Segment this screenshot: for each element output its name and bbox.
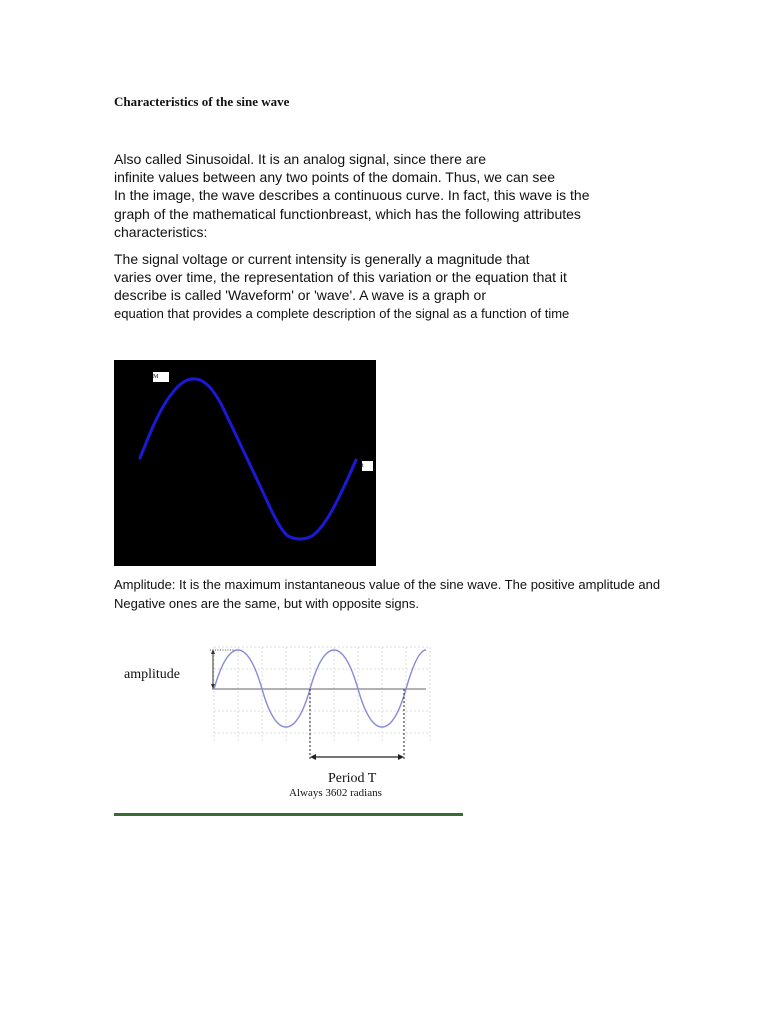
paragraph-line: equation that provides a complete description of the signal as a function of time [114, 305, 570, 321]
wave-tag-top: M [153, 372, 169, 382]
sine-wave-figure [114, 360, 376, 566]
sine-wave-curve [140, 379, 356, 539]
period-label: Period T [328, 771, 377, 786]
paragraph-intro [114, 150, 674, 241]
paragraph-line: In the image, the wave describes a continuous curve. In fact, this wave is the [114, 187, 590, 204]
paragraph-line: Negative ones are the same, but with opposite signs. [114, 595, 419, 611]
sine-wave-graphic [114, 360, 376, 566]
amplitude-period-graphic [114, 623, 463, 816]
page-title: Characteristics of the sine wave [114, 94, 290, 109]
figure-bottom-bar [114, 813, 463, 816]
paragraph-waveform [114, 250, 674, 323]
wave-tag-right: t [362, 461, 373, 471]
paragraph-line: Amplitude: It is the maximum instantaneous value of the sine wave. The positive amplitude and [114, 577, 661, 592]
paragraph-line: infinite values between any two points of the domain. Thus, we can see [114, 169, 556, 186]
period-sublabel: Always 3602 radians [289, 787, 382, 799]
paragraph-line: characteristics: [114, 223, 208, 240]
paragraph-line: Also called Sinusoidal. It is an analog signal, since there are [114, 151, 486, 167]
amplitude-label: amplitude [124, 667, 180, 682]
paragraph-line: varies over time, the representation of this variation or the equation that it [114, 269, 567, 286]
paragraph-amplitude [114, 576, 674, 613]
amplitude-period-figure [114, 623, 463, 816]
paragraph-line: describe is called 'Waveform' or 'wave'. A wave is a graph or [114, 287, 486, 304]
paragraph-line: graph of the mathematical functionbreast, which has the following attributes [114, 205, 581, 222]
paragraph-line: The signal voltage or current intensity is generally a magnitude that [114, 251, 530, 267]
